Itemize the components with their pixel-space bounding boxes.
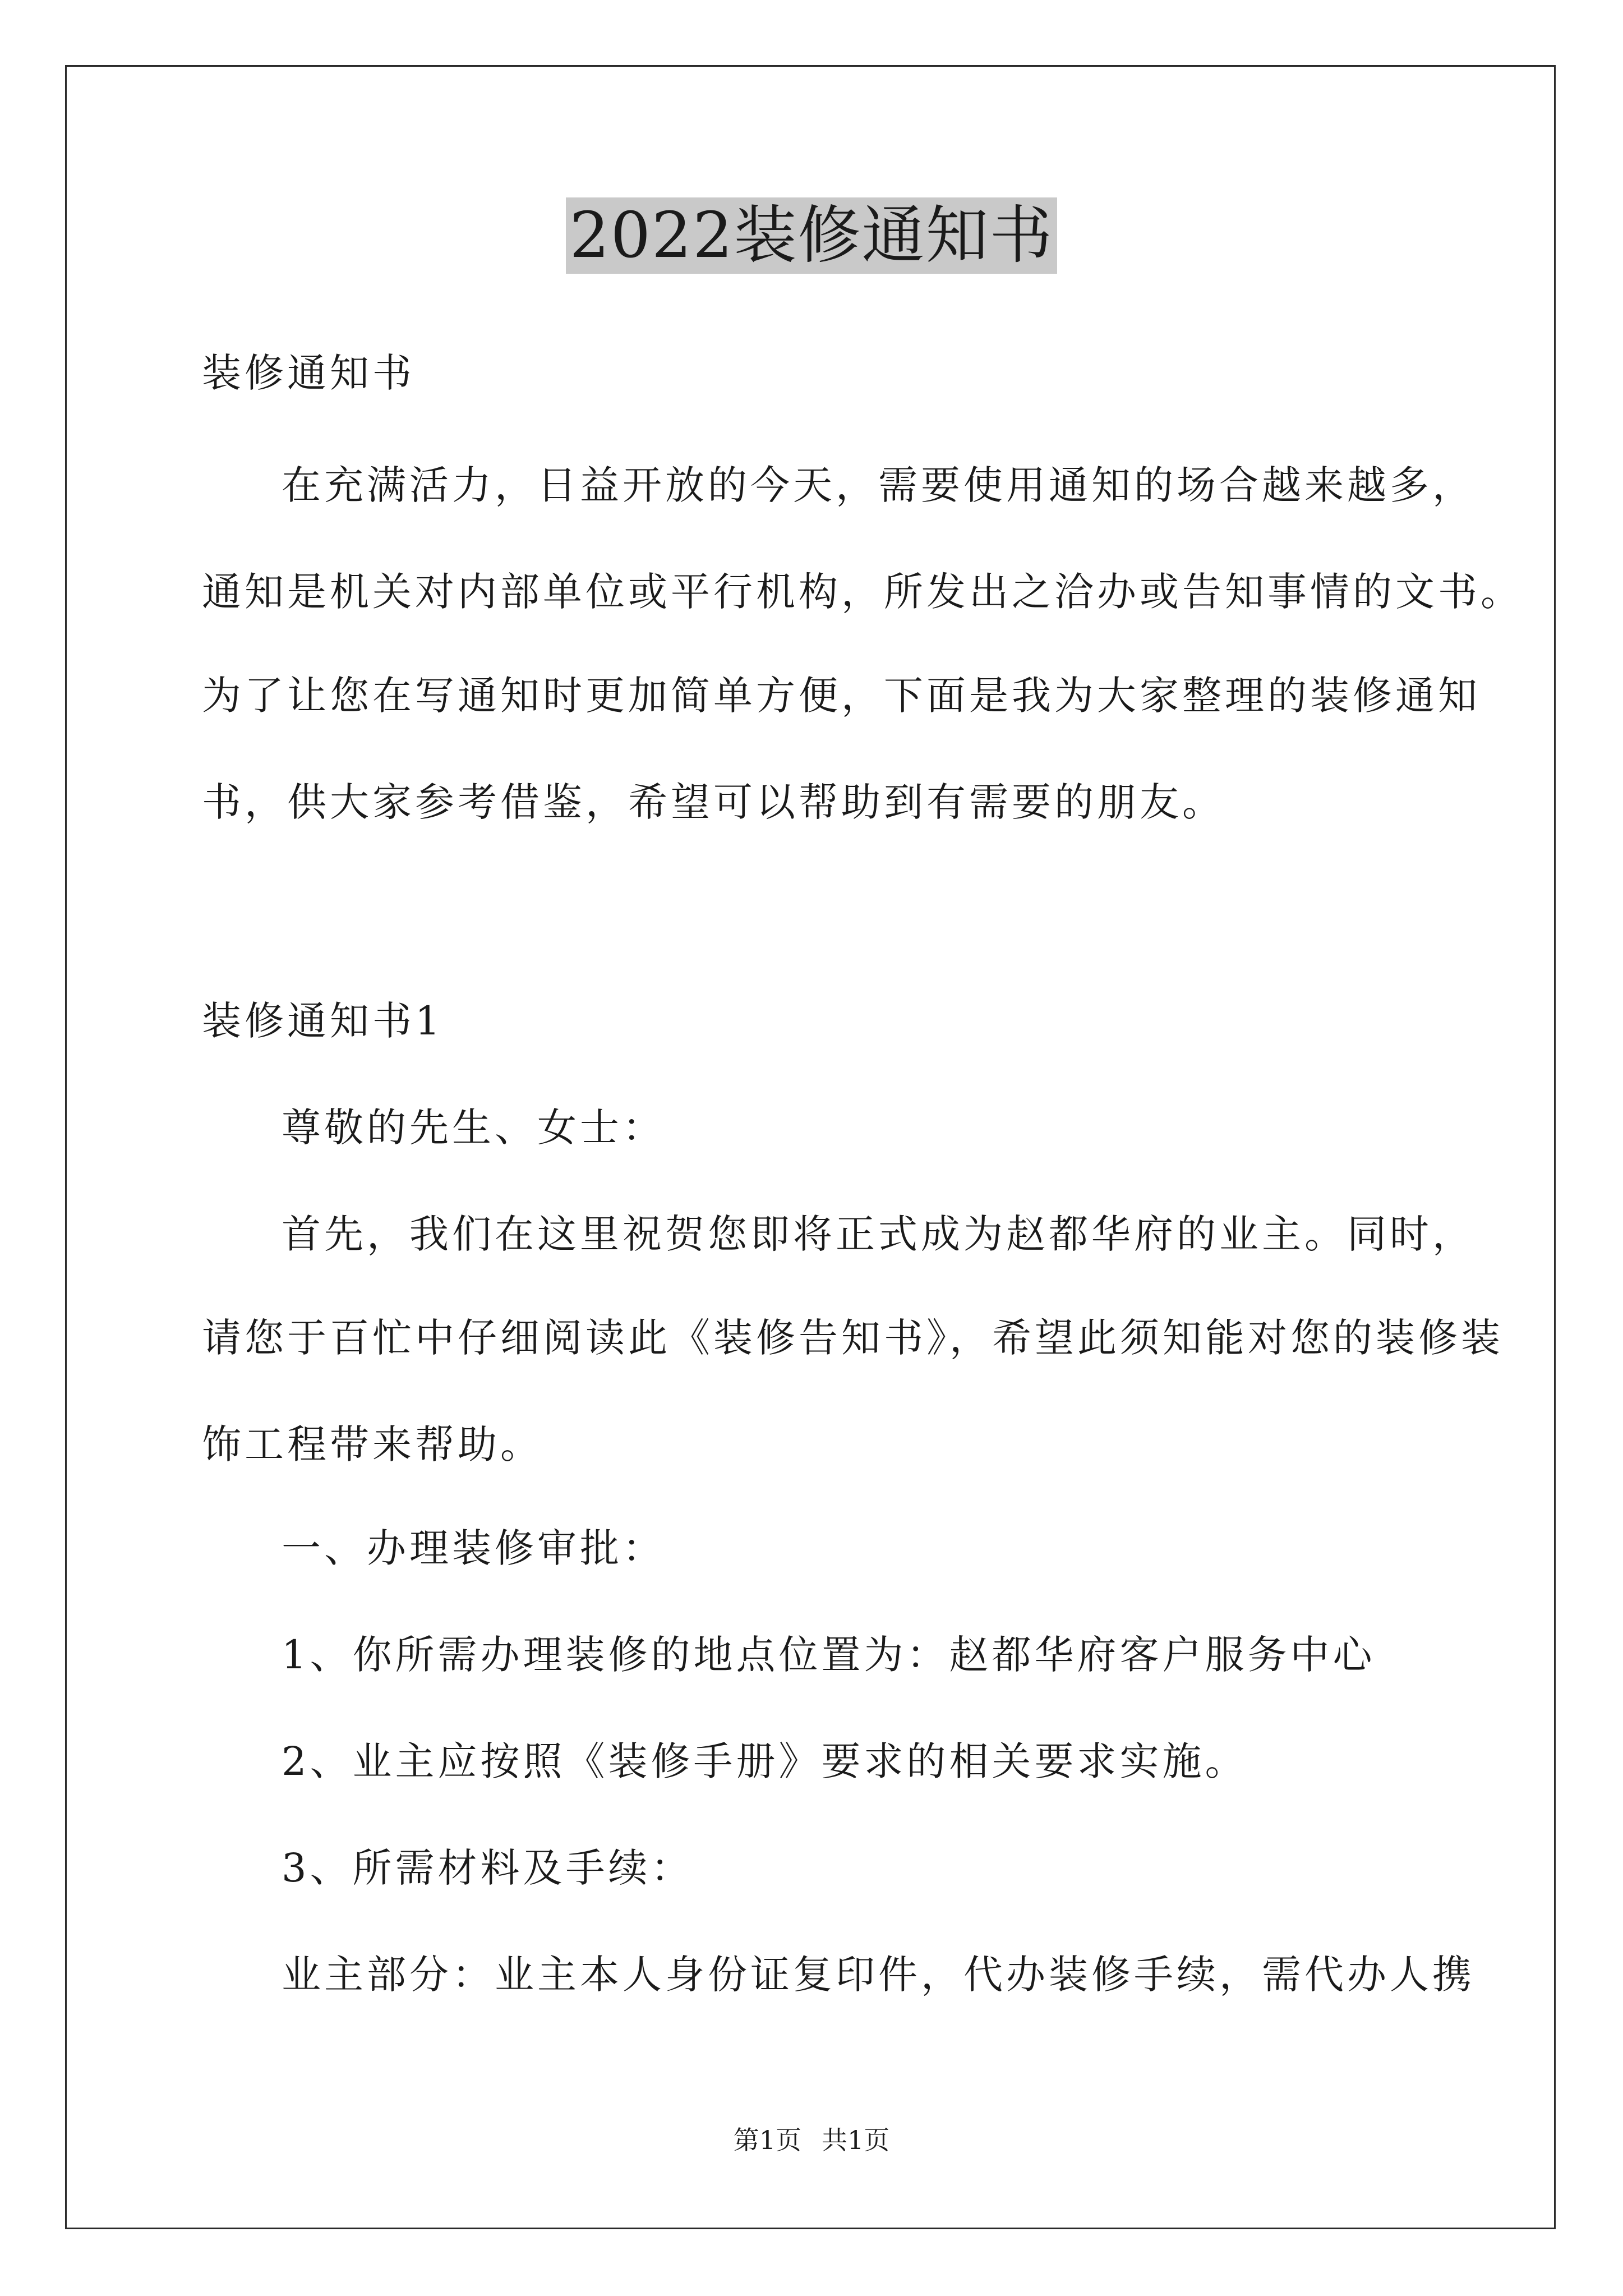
paragraph-line: 饰工程带来帮助。: [202, 1421, 543, 1467]
list-heading: 一、办理装修审批：: [282, 1525, 665, 1571]
document-title: 2022装修通知书: [566, 197, 1057, 274]
list-item: 1、你所需办理装修的地点位置为：赵都华府客户服务中心: [282, 1632, 1376, 1678]
paragraph-line: 在充满活力，日益开放的今天，需要使用通知的场合越来越多，: [282, 462, 1475, 508]
page-footer: [0, 2123, 1623, 2157]
paragraph-line: 通知是机关对内部单位或平行机构，所发出之洽办或告知事情的文书。: [202, 569, 1523, 615]
paragraph-line: 请您于百忙中仔细阅读此《装修告知书》，希望此须知能对您的装修装: [202, 1315, 1504, 1361]
page-number-current: 第1页: [733, 2125, 801, 2155]
title-container: [0, 197, 1623, 274]
paragraph-line: 书，供大家参考借鉴，希望可以帮助到有需要的朋友。: [202, 779, 1225, 825]
list-item: 2、业主应按照《装修手册》要求的相关要求实施。: [282, 1738, 1248, 1784]
page-number-total: 共1页: [822, 2125, 890, 2155]
section-heading: 装修通知书1: [202, 998, 444, 1044]
paragraph-line: 业主部分：业主本人身份证复印件，代办装修手续，需代办人携: [282, 1952, 1475, 1998]
salutation: 尊敬的先生、女士：: [282, 1105, 665, 1151]
list-item: 3、所需材料及手续：: [282, 1845, 694, 1891]
section-heading: 装修通知书: [202, 350, 415, 396]
paragraph-line: 首先，我们在这里祝贺您即将正式成为赵都华府的业主。同时，: [282, 1211, 1475, 1257]
paragraph-line: 为了让您在写通知时更加简单方便，下面是我为大家整理的装修通知: [202, 673, 1481, 719]
